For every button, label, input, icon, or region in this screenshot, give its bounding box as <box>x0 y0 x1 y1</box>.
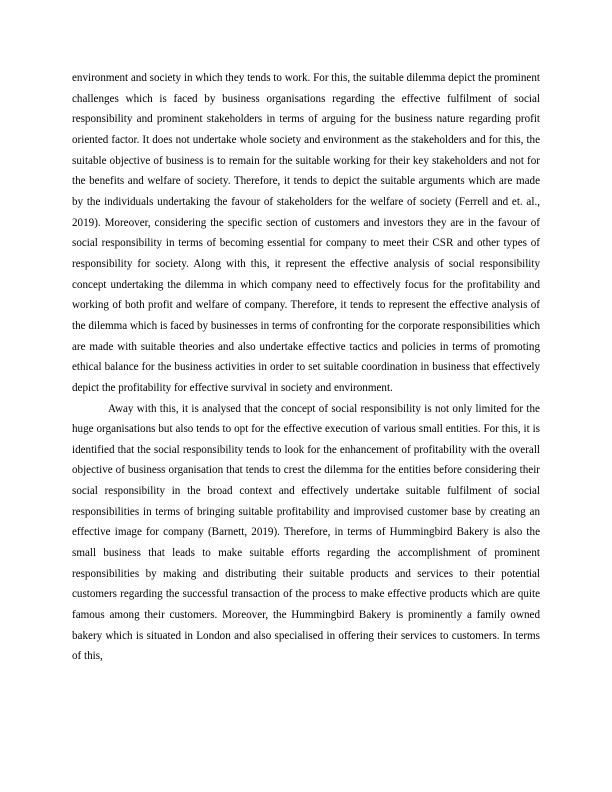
paragraph-continued: environment and society in which they tends to work. For this, the suitable dilemma depict the prominent challenges which is faced by business organisations regarding the effective fulfilment of social responsibility and prominent stakeholders in terms of arguing for the business nature regarding profit oriented factor. It does not undertake whole society and environment as the stakeholders and for this, the suitable objective of business is to remain for the suitable working for their key stakeholders and not for the benefits and welfare of society. Therefore, it tends to depict the suitable arguments which are made by the individuals undertaking the favour of stakeholders for the welfare of society (Ferrell and et. al., 2019). Moreover, considering the specific section of customers and investors they are in the favour of social responsibility in terms of becoming essential for company to meet their CSR and other types of responsibility for society. Along with this, it represent the effective analysis of social responsibility concept undertaking the dilemma in which company need to effectively focus for the profitability and working of both profit and welfare of company. Therefore, it tends to represent the effective analysis of the dilemma which is faced by businesses in terms of confronting for the corporate responsibilities which are made with suitable theories and also undertake effective tactics and policies in terms of promoting ethical balance for the business activities in order to set suitable coordination in business that effectively depict the profitability for effective survival in society and environment. <box>72 72 540 394</box>
body-text <box>72 68 540 667</box>
paragraph-hummingbird-bakery: Away with this, it is analysed that the concept of social responsibility is not only limited for the huge organisations but also tends to opt for the effective execution of various small entities. For this, it is identified that the social responsibility tends to look for the enhancement of profitability with the overall objective of business organisation that tends to crest the dilemma for the entities before considering their social responsibility in the broad context and effectively undertake suitable fulfilment of social responsibilities in terms of bringing suitable profitability and improvised customer base by creating an effective image for company (Barnett, 2019). Therefore, in terms of Hummingbird Bakery is also the small business that leads to make suitable efforts regarding the accomplishment of prominent responsibilities by making and distributing their suitable products and services to their potential customers regarding the successful transaction of the process to make effective products which are quite famous among their customers. Moreover, the Hummingbird Bakery is prominently a family owned bakery which is situated in London and also specialised in offering their services to customers. In terms of this, <box>72 402 540 663</box>
